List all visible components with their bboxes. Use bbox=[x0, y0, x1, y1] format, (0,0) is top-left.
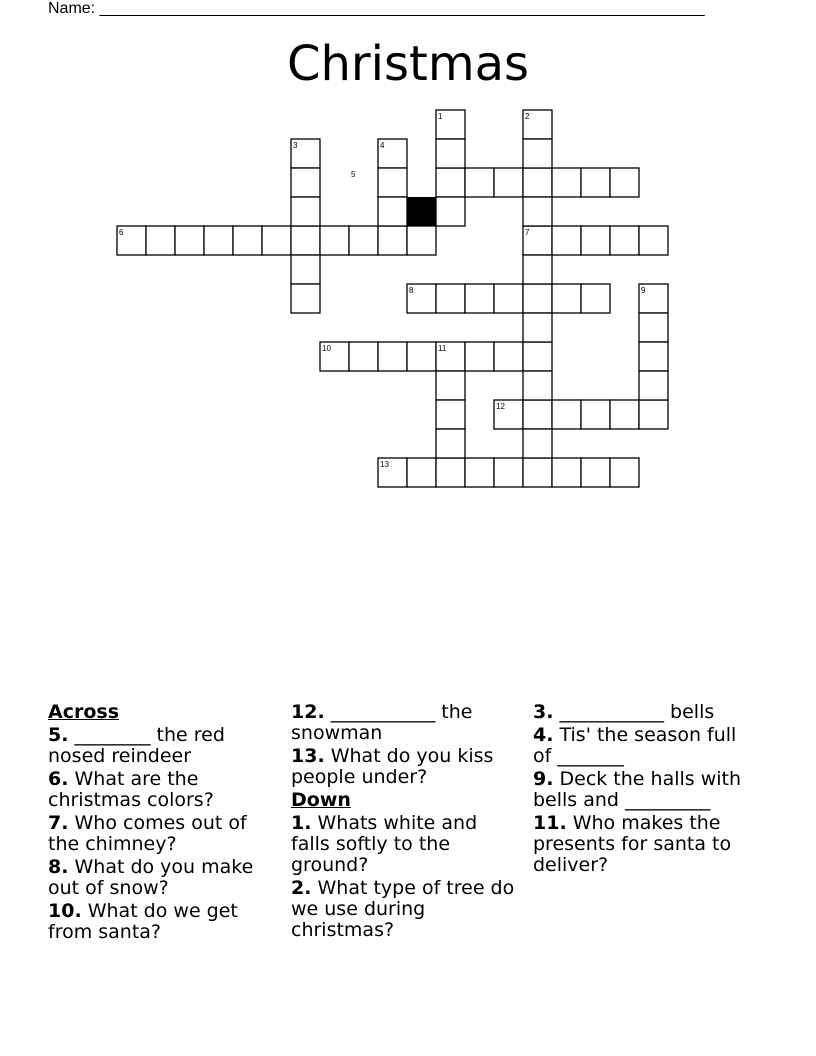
crossword-cell[interactable] bbox=[552, 284, 581, 313]
crossword-cell[interactable] bbox=[610, 458, 639, 487]
clue-across-12: 12. ___________ the snowman bbox=[291, 701, 473, 744]
crossword-cell[interactable] bbox=[465, 168, 494, 197]
black-square bbox=[407, 197, 436, 226]
crossword-cell[interactable] bbox=[523, 284, 552, 313]
crossword-cell[interactable] bbox=[639, 342, 668, 371]
crossword-cell[interactable] bbox=[349, 226, 378, 255]
cell-number-12: 12 bbox=[496, 402, 505, 411]
crossword-cell[interactable] bbox=[436, 400, 465, 429]
cell-number-6: 6 bbox=[119, 228, 124, 237]
crossword-cell[interactable] bbox=[523, 313, 552, 342]
crossword-cell[interactable] bbox=[291, 197, 320, 226]
crossword-cell[interactable] bbox=[291, 255, 320, 284]
cell-number-5: 5 bbox=[351, 170, 356, 179]
crossword-cell[interactable] bbox=[436, 197, 465, 226]
crossword-cell[interactable] bbox=[407, 226, 436, 255]
down-heading: Down bbox=[291, 789, 351, 811]
crossword-cell[interactable] bbox=[610, 226, 639, 255]
crossword-cell[interactable] bbox=[378, 342, 407, 371]
crossword-cell[interactable] bbox=[523, 400, 552, 429]
clue-across-13: 13. What do you kiss people under? bbox=[291, 745, 494, 788]
crossword-cell[interactable] bbox=[436, 429, 465, 458]
crossword-cell[interactable] bbox=[639, 371, 668, 400]
crossword-cell[interactable] bbox=[523, 458, 552, 487]
crossword-cell[interactable] bbox=[378, 226, 407, 255]
name-field-label: Name: ____________________________________________________________________ bbox=[48, 0, 705, 17]
cell-number-3: 3 bbox=[293, 141, 298, 150]
clue-down-2: 2. What type of tree do we use during christmas? bbox=[291, 877, 515, 941]
crossword-cell[interactable] bbox=[552, 226, 581, 255]
crossword-cell[interactable] bbox=[552, 458, 581, 487]
crossword-cell[interactable] bbox=[523, 371, 552, 400]
crossword-cell[interactable] bbox=[436, 458, 465, 487]
crossword-cell[interactable] bbox=[523, 429, 552, 458]
crossword-cell[interactable] bbox=[523, 139, 552, 168]
cell-number-11: 11 bbox=[438, 344, 447, 353]
crossword-cell[interactable] bbox=[523, 255, 552, 284]
crossword-cell[interactable] bbox=[436, 168, 465, 197]
clue-across-7: 7. Who comes out of the chimney? bbox=[48, 812, 247, 855]
crossword-cell[interactable] bbox=[581, 284, 610, 313]
crossword-cell[interactable] bbox=[291, 168, 320, 197]
crossword-cell[interactable] bbox=[581, 168, 610, 197]
crossword-cell[interactable] bbox=[494, 284, 523, 313]
cell-number-13: 13 bbox=[380, 460, 389, 469]
page-title: Christmas bbox=[286, 36, 529, 92]
crossword-cell[interactable] bbox=[581, 458, 610, 487]
cell-number-9: 9 bbox=[641, 286, 646, 295]
crossword-cell[interactable] bbox=[581, 400, 610, 429]
clue-down-1: 1. Whats white and falls softly to the ground? bbox=[291, 812, 478, 876]
crossword-cell[interactable] bbox=[610, 400, 639, 429]
clues-column-3 bbox=[533, 702, 748, 878]
crossword-cell[interactable] bbox=[639, 400, 668, 429]
clue-down-3: 3. ___________ bells bbox=[533, 701, 715, 723]
crossword-cell[interactable] bbox=[291, 284, 320, 313]
crossword-grid bbox=[0, 0, 816, 520]
crossword-cell[interactable] bbox=[320, 226, 349, 255]
crossword-cell[interactable] bbox=[610, 168, 639, 197]
clue-down-4: 4. Tis' the season full of _______ bbox=[533, 724, 737, 767]
crossword-cell[interactable] bbox=[436, 371, 465, 400]
across-heading: Across bbox=[48, 701, 120, 723]
cell-number-8: 8 bbox=[409, 286, 414, 295]
crossword-cell[interactable] bbox=[436, 284, 465, 313]
cell-number-1: 1 bbox=[438, 112, 443, 121]
crossword-cell[interactable] bbox=[262, 226, 291, 255]
clues-column-1 bbox=[48, 702, 278, 945]
crossword-cell[interactable] bbox=[349, 342, 378, 371]
clue-down-9: 9. Deck the halls with bells and _________ bbox=[533, 768, 742, 811]
crossword-cell[interactable] bbox=[465, 284, 494, 313]
crossword-cell[interactable] bbox=[523, 197, 552, 226]
crossword-cell[interactable] bbox=[494, 168, 523, 197]
clue-across-6: 6. What are the christmas colors? bbox=[48, 768, 214, 811]
crossword-cell[interactable] bbox=[378, 197, 407, 226]
crossword-cell[interactable] bbox=[291, 226, 320, 255]
clue-down-11: 11. Who makes the presents for santa to deliver? bbox=[533, 812, 732, 876]
crossword-cell[interactable] bbox=[407, 342, 436, 371]
crossword-cell[interactable] bbox=[146, 226, 175, 255]
crossword-cell[interactable] bbox=[639, 313, 668, 342]
cell-number-10: 10 bbox=[322, 344, 331, 353]
cell-number-7: 7 bbox=[525, 228, 530, 237]
crossword-cell[interactable] bbox=[378, 168, 407, 197]
crossword-cell[interactable] bbox=[233, 226, 262, 255]
crossword-cell[interactable] bbox=[175, 226, 204, 255]
clues-column-2 bbox=[291, 702, 516, 943]
crossword-cell[interactable] bbox=[523, 342, 552, 371]
clue-across-8: 8. What do you make out of snow? bbox=[48, 856, 254, 899]
cell-number-4: 4 bbox=[380, 141, 385, 150]
clue-across-5: 5. ________ the red nosed reindeer bbox=[48, 724, 225, 767]
crossword-cell[interactable] bbox=[436, 139, 465, 168]
crossword-cell[interactable] bbox=[494, 458, 523, 487]
crossword-cell[interactable] bbox=[204, 226, 233, 255]
crossword-cell[interactable] bbox=[494, 342, 523, 371]
crossword-cell[interactable] bbox=[523, 168, 552, 197]
crossword-cell[interactable] bbox=[581, 226, 610, 255]
crossword-cell[interactable] bbox=[407, 458, 436, 487]
crossword-cell[interactable] bbox=[552, 400, 581, 429]
crossword-cell[interactable] bbox=[465, 342, 494, 371]
crossword-cell[interactable] bbox=[465, 458, 494, 487]
cell-number-2: 2 bbox=[525, 112, 530, 121]
crossword-cell[interactable] bbox=[639, 226, 668, 255]
clue-across-10: 10. What do we get from santa? bbox=[48, 900, 238, 943]
crossword-cell[interactable] bbox=[552, 168, 581, 197]
